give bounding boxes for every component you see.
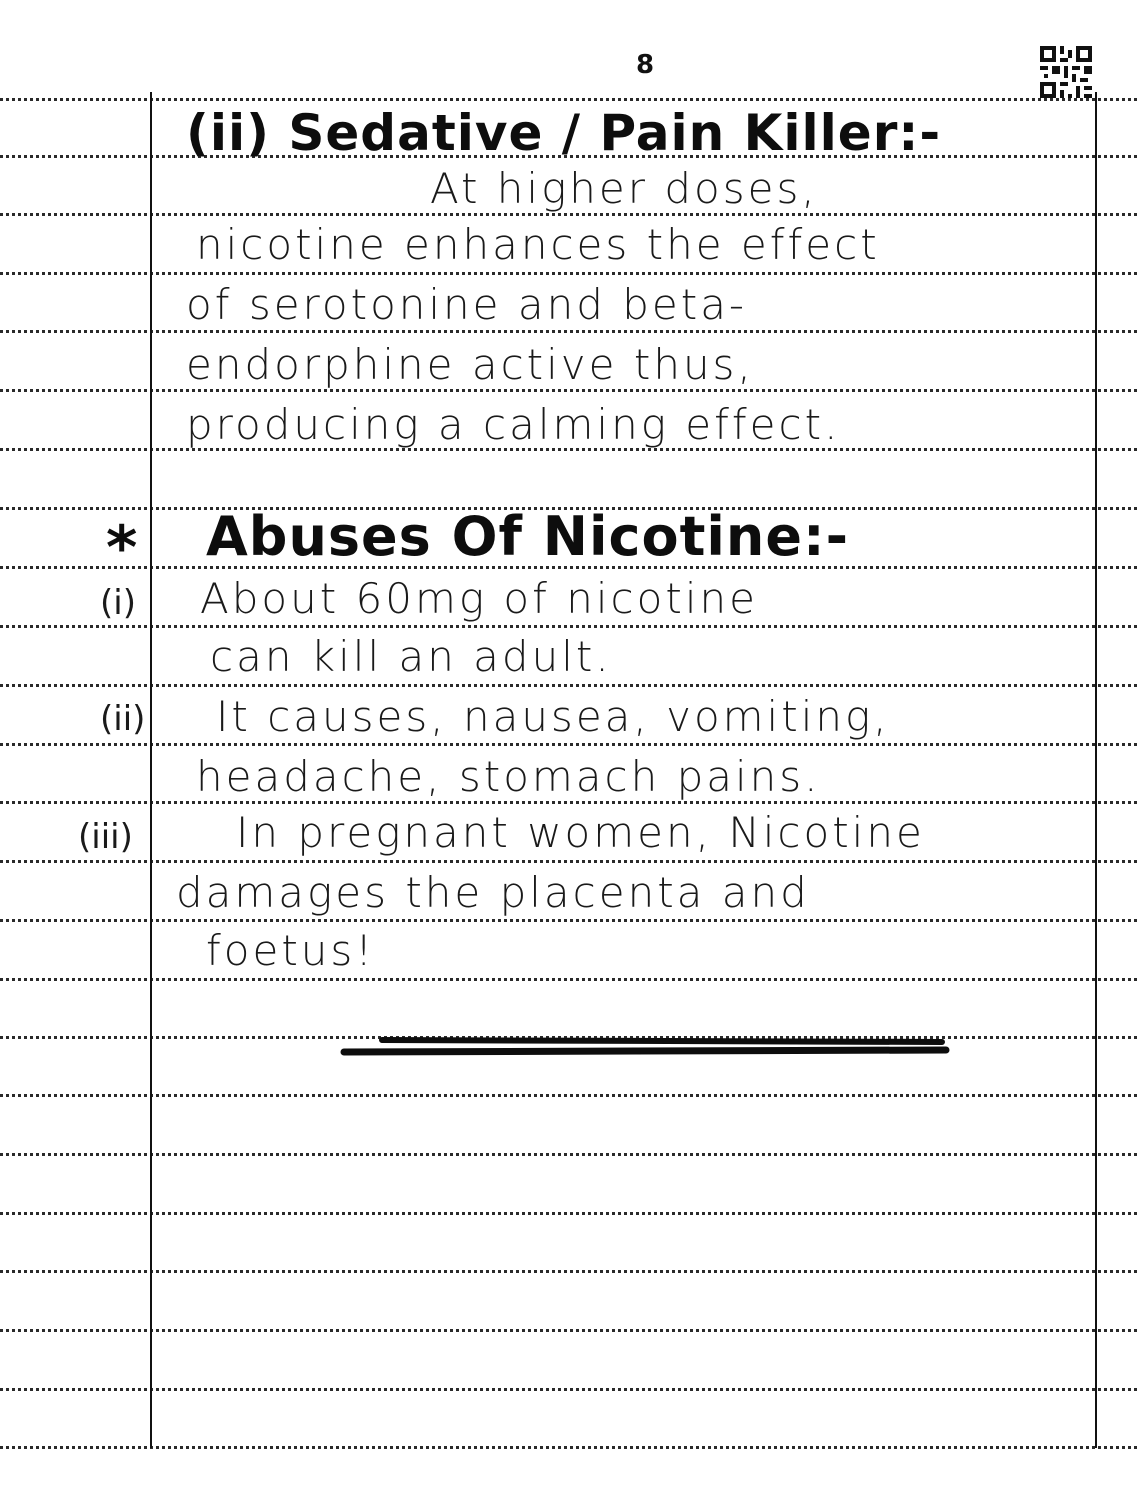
ruled-line	[0, 389, 1137, 392]
list-item-line: In pregnant women, Nicotine	[236, 808, 925, 857]
list-item-line: can kill an adult.	[210, 632, 612, 681]
ruled-line	[0, 743, 1137, 746]
left-margin-line	[150, 92, 152, 1448]
ruled-line	[0, 1329, 1137, 1332]
list-item-line: It causes, nausea, vomiting,	[216, 692, 890, 741]
star-bullet: *	[106, 513, 138, 583]
ruled-line	[0, 919, 1137, 922]
ruled-line	[0, 213, 1137, 216]
qr-code-icon	[1040, 46, 1092, 98]
ruled-line	[0, 978, 1137, 981]
body-line: of serotonine and beta-	[186, 280, 748, 329]
ruled-line	[0, 1388, 1137, 1391]
body-line: producing a calming effect.	[186, 400, 841, 449]
ruled-line	[0, 625, 1137, 628]
list-marker: (i)	[100, 583, 136, 623]
ruled-line	[0, 98, 1137, 101]
ruled-line	[0, 860, 1137, 863]
list-item-line: damages the placenta and	[176, 868, 810, 917]
section-heading-sedative: (ii) Sedative / Pain Killer:-	[186, 104, 942, 162]
list-item-line: About 60mg of nicotine	[200, 574, 758, 623]
list-marker: (iii)	[78, 817, 133, 857]
ruled-line	[0, 1094, 1137, 1097]
ruled-line	[0, 1212, 1137, 1215]
section-heading-abuses: Abuses Of Nicotine:-	[206, 505, 850, 568]
section-end-underline	[340, 1036, 950, 1058]
right-margin-line	[1095, 92, 1097, 1448]
list-marker: (ii)	[100, 699, 146, 739]
ruled-line	[0, 684, 1137, 687]
body-line: At higher doses,	[430, 164, 818, 213]
ruled-line	[0, 1270, 1137, 1273]
ruled-line	[0, 1446, 1137, 1449]
page-number: 8	[636, 50, 655, 80]
list-item-line: headache, stomach pains.	[196, 752, 821, 801]
body-line: nicotine enhances the effect	[196, 220, 880, 269]
list-item-line: foetus!	[206, 926, 376, 975]
ruled-line	[0, 330, 1137, 333]
ruled-line	[0, 801, 1137, 804]
ruled-line	[0, 272, 1137, 275]
body-line: endorphine active thus,	[186, 340, 754, 389]
ruled-line	[0, 1153, 1137, 1156]
